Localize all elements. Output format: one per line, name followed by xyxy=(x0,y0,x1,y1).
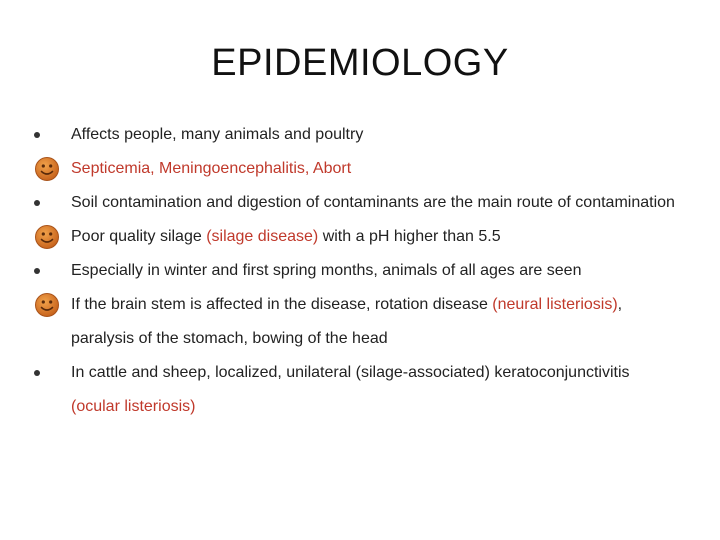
slide-title: EPIDEMIOLOGY xyxy=(211,42,509,84)
item-text: , paralysis of the stomach, bowing of the head xyxy=(71,296,623,347)
list-item xyxy=(30,152,680,186)
bullet-marker xyxy=(30,254,64,288)
bullet-list xyxy=(30,118,680,424)
item-text-highlight: (neural listeriosis) xyxy=(492,296,618,313)
list-item xyxy=(30,186,680,220)
smiley-icon xyxy=(34,156,60,182)
list-item xyxy=(30,254,680,288)
item-text: Affects people, many animals and poultry xyxy=(71,126,364,143)
item-text: If the brain stem is affected in the disease, rotation disease xyxy=(71,296,493,313)
item-text: Poor quality silage xyxy=(71,228,207,245)
smiley-icon xyxy=(34,292,60,318)
list-item xyxy=(30,356,680,424)
list-item xyxy=(30,220,680,254)
list-item xyxy=(30,288,680,356)
item-text: In cattle and sheep, localized, unilateral (silage-associated) keratoconjunctivitis xyxy=(71,364,630,381)
list-item xyxy=(30,118,680,152)
bullet-marker xyxy=(30,118,64,152)
item-text: with a pH higher than 5.5 xyxy=(318,228,501,245)
bullet-marker xyxy=(30,186,64,220)
smiley-icon xyxy=(34,224,60,250)
item-text: Especially in winter and first spring months, animals of all ages are seen xyxy=(71,262,582,279)
item-text-highlight: (silage disease) xyxy=(206,228,319,245)
item-text-highlight: (ocular listeriosis) xyxy=(71,398,196,415)
item-text-highlight: Septicemia, Meningoencephalitis, Abort xyxy=(71,160,352,177)
item-text: Soil contamination and digestion of contaminants are the main route of contamination xyxy=(71,194,675,211)
bullet-marker xyxy=(30,356,64,390)
